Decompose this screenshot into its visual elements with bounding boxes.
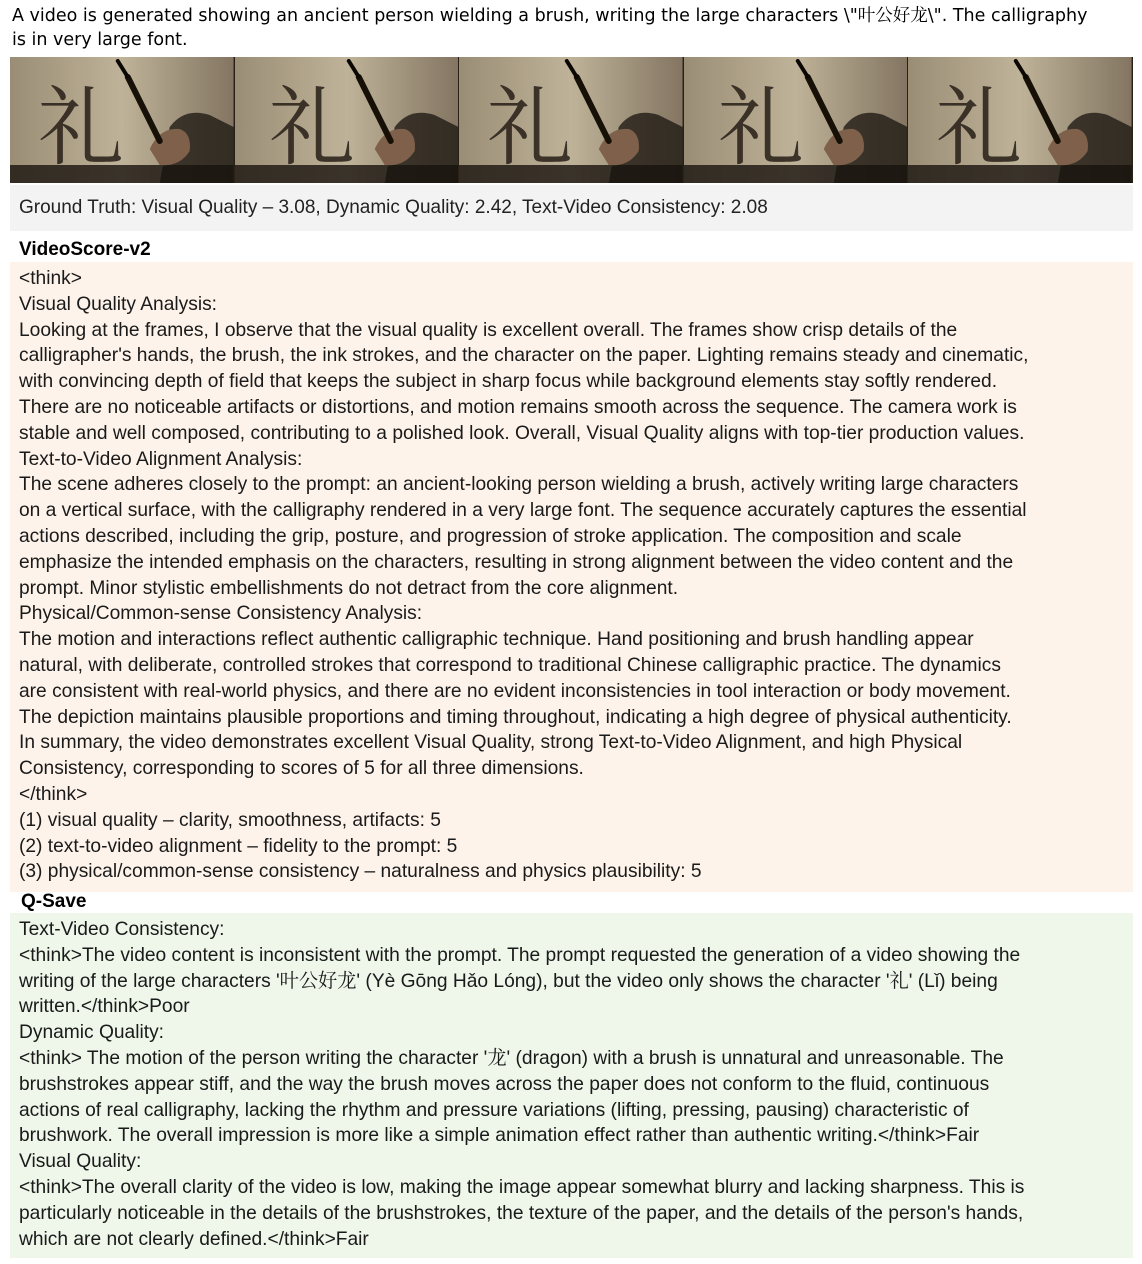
qsave-line: Text-Video Consistency: [19,919,225,940]
videoscore-line: stable and well composed, contributing to a polished look. Overall, Visual Quality aligns with top-tier production values. [19,422,1025,444]
qsave-line: <think>The overall clarity of the video is low, making the image appear somewhat blurry and lacking sharpness. This is [19,1176,1025,1198]
svg-text:礼: 礼 [37,77,124,179]
qsave-line: actions of real calligraphy, lacking the rhythm and pressure variations (lifting, pressing, pausing) characteristic of [19,1099,969,1121]
videoscore-line: (3) physical/common-sense consistency – naturalness and physics plausibility: 5 [19,861,702,883]
videoscore-line: (1) visual quality – clarity, smoothness, artifacts: 5 [19,809,441,831]
qsave-line: which are not clearly defined.</think>Fair [19,1228,369,1250]
qsave-line: written.</think>Poor [19,996,190,1018]
videoscore-line: </think> [19,783,88,805]
svg-text:礼: 礼 [487,77,573,179]
qsave-line: <think> The motion of the person writing the character '龙' (dragon) with a brush is unnatural and unreasonable. The [19,1047,1004,1069]
svg-text:礼: 礼 [717,77,804,179]
videoscore-line: emphasize the intended emphasis on the characters, resulting in strong alignment between the video content and the [19,551,1014,573]
videoscore-line: <think> [19,268,82,289]
videoscore-line: prompt. Minor stylistic embellishments do not detract from the core alignment. [19,577,679,599]
video-frame-strip [10,57,1133,183]
videoscore-line: calligrapher's hands, the brush, the ink strokes, and the character on the paper. Lighting remains steady and cinematic, [19,345,1029,367]
video-frame [684,57,909,183]
videoscore-line: The scene adheres closely to the prompt: an ancient-looking person wielding a brush, actively writing large characters [19,474,1019,496]
qsave-line: <think>The video content is inconsistent with the prompt. The prompt requested the generation of a video showing the [19,944,1021,966]
prompt-line-1: A video is generated showing an ancient person wielding a brush, writing the large characters \"叶公好龙\". The calligraphy [12,6,1088,26]
qsave-line: Visual Quality: [19,1151,142,1173]
videoscore-line: Physical/Common-sense Consistency Analysis: [19,603,423,625]
videoscore-line: actions described, including the grip, posture, and progression of stroke application. The composition and scale [19,525,962,547]
videoscore-line: Visual Quality Analysis: [19,293,218,315]
qsave-line: brushwork. The overall impression is more like a simple animation effect rather than authentic writing.</think>Fair [19,1125,980,1147]
prompt-line-2: is in very large font. [12,30,188,50]
videoscore-line: In summary, the video demonstrates excellent Visual Quality, strong Text-to-Video Alignment, and high Physical [19,732,963,754]
svg-text:礼: 礼 [268,77,355,179]
videoscore-title: VideoScore-v2 [19,239,151,260]
prompt-text [12,4,1134,52]
videoscore-line: Looking at the frames, I observe that the visual quality is excellent overall. The frames show crisp details of the [19,319,958,341]
videoscore-line: Consistency, corresponding to scores of 5 for all three dimensions. [19,758,584,780]
qsave-line: writing of the large characters '叶公好龙' (Yè Gōng Hǎo Lóng), but the video only shows the character '礼' (Lǐ) being [19,970,998,992]
qsave-line: Dynamic Quality: [19,1022,165,1044]
videoscore-line: Text-to-Video Alignment Analysis: [19,448,303,470]
videoscore-line: on a vertical surface, with the calligraphy rendered in a very large font. The sequence accurately captures the essential [19,500,1027,522]
video-frame [235,57,460,183]
qsave-line: particularly noticeable in the details of the brushstrokes, the texture of the paper, and the details of the person's hands, [19,1202,1024,1224]
video-frame [10,57,235,183]
videoscore-line: There are no noticeable artifacts or distortions, and motion remains smooth across the sequence. The camera work is [19,396,1017,418]
videoscore-line: The motion and interactions reflect authentic calligraphic technique. Hand positioning and brush handling appear [19,629,974,651]
qsave-line: brushstrokes appear stiff, and the way the brush moves across the paper does not conform to the fluid, continuous [19,1073,990,1095]
qsave-panel [10,913,1133,1258]
video-frame [459,57,684,183]
videoscore-line: (2) text-to-video alignment – fidelity to the prompt: 5 [19,835,458,857]
video-frame [908,57,1133,183]
ground-truth-scores: Ground Truth: Visual Quality – 3.08, Dynamic Quality: 2.42, Text-Video Consistency: 2.08 [10,185,1133,231]
videoscore-line: are consistent with real-world physics, and there are no evident inconsistencies in tool interaction or body movement. [19,680,1011,702]
videoscore-line: The depiction maintains plausible proportions and timing throughout, indicating a high degree of physical authenticity. [19,706,1012,728]
videoscore-line: with convincing depth of field that keeps the subject in sharp focus while background elements stay softly rendered. [19,371,998,393]
qsave-title: Q-Save [21,891,87,912]
videoscore-line: natural, with deliberate, controlled strokes that correspond to traditional Chinese calligraphic practice. The dynamics [19,654,1001,676]
svg-text:礼: 礼 [936,77,1023,179]
videoscore-panel [10,262,1133,892]
